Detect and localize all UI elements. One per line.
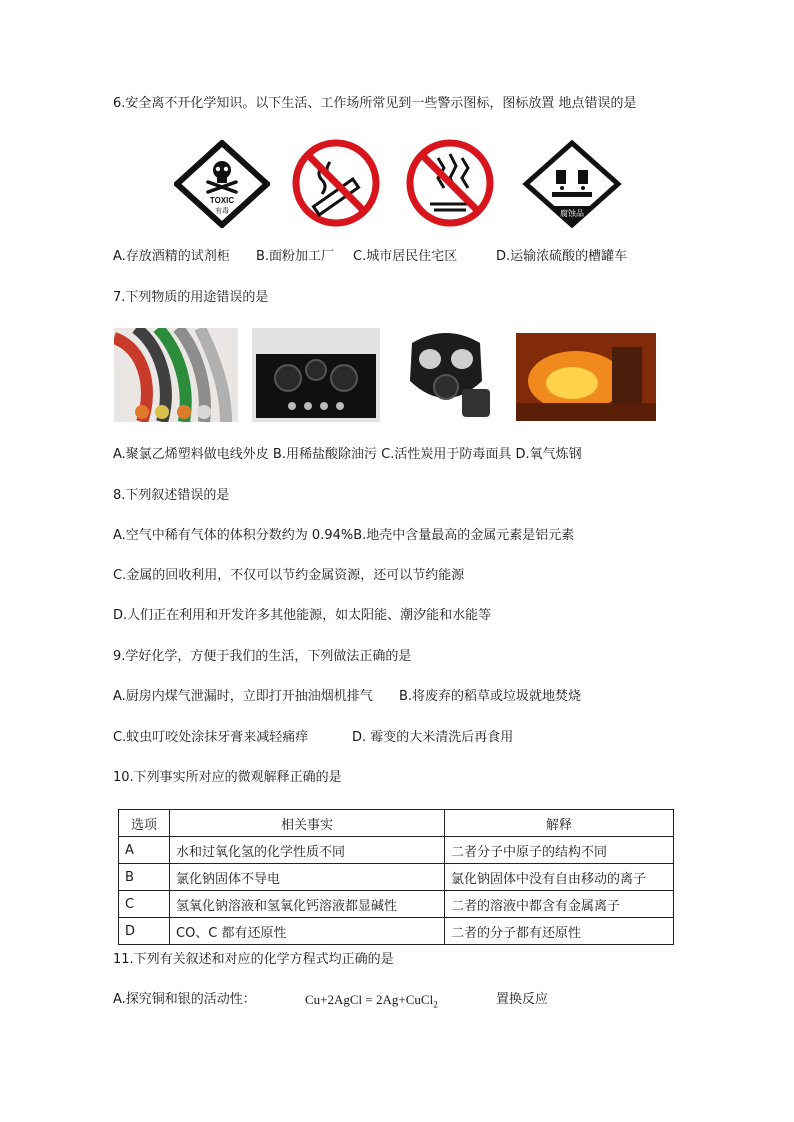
q11-reaction-type: 置换反应: [496, 992, 549, 1007]
cables-photo: [114, 328, 238, 422]
table-cell: 二者分子中原子的结构不同: [445, 837, 674, 864]
q9-option-c: C.蚊虫叮咬处涂抹牙膏来减轻痛痒: [113, 730, 309, 745]
table-cell: B: [119, 864, 170, 891]
gas-mask-photo: [392, 325, 500, 425]
q10-stem: 10.下列事实所对应的微观解释正确的是: [113, 770, 342, 785]
table-row: [119, 891, 674, 918]
q9-stem: 9.学好化学，方便于我们的生活，下列做法正确的是: [113, 649, 412, 664]
q9-option-d: D. 霉变的大米清洗后再食用: [352, 730, 514, 745]
table-row: [119, 837, 674, 864]
corrosive-sign-icon: [522, 140, 622, 228]
table-header-row: [119, 810, 674, 837]
steelmaking-photo: [516, 333, 656, 421]
no-smoking-sign-icon: [290, 138, 382, 228]
q8-option-ab: A.空气中稀有气体的体积分数约为 0.94%B.地壳中含量最高的金属元素是铝元素: [113, 528, 575, 543]
q6-stem: 6.安全离不开化学知识。以下生活、工作场所常见到一些警示图标，图标放置 地点错误的是: [113, 96, 637, 111]
q11-stem: 11.下列有关叙述和对应的化学方程式均正确的是: [113, 952, 394, 967]
table-header-cell: 解释: [445, 810, 674, 837]
table-header-cell: 相关事实: [170, 810, 445, 837]
equation-text: Cu+2AgCl = 2Ag+CuCl: [305, 992, 434, 1007]
q6-option-c: C.城市居民住宅区: [353, 249, 458, 264]
q6-option-b: B.面粉加工厂: [256, 249, 335, 264]
table-cell: 氢氧化钠溶液和氢氧化钙溶液都显碱性: [170, 891, 445, 918]
q9-option-a: A.厨房内煤气泄漏时，立即打开抽油烟机排气: [113, 689, 373, 704]
table-row: [119, 864, 674, 891]
q8-option-d: D.人们正在利用和开发许多其他能源，如太阳能、潮汐能和水能等: [113, 608, 492, 623]
q6-option-d: D.运输浓硫酸的槽罐车: [496, 249, 628, 264]
q8-option-c: C.金属的回收利用，不仅可以节约金属资源，还可以节约能源: [113, 568, 465, 583]
q6-option-a: A.存放酒精的试剂柜: [113, 249, 230, 264]
q11-option-a-label: A.探究铜和银的活动性：: [113, 992, 256, 1007]
q10-table: [118, 809, 674, 945]
q7-stem: 7.下列物质的用途错误的是: [113, 290, 269, 305]
toxic-sign-icon: [174, 140, 270, 228]
table-cell: A: [119, 837, 170, 864]
table-cell: 二者的溶液中都含有金属离子: [445, 891, 674, 918]
q11-equation: [305, 991, 438, 1014]
toxic-label-en: TOXIC: [209, 196, 235, 205]
toxic-label-cn: 有毒: [215, 207, 229, 215]
table-row: [119, 918, 674, 945]
table-cell: C: [119, 891, 170, 918]
table-cell: D: [119, 918, 170, 945]
table-cell: 氯化钠固体中没有自由移动的离子: [445, 864, 674, 891]
table-cell: 氯化钠固体不导电: [170, 864, 445, 891]
corrosive-label-cn: 腐蚀品: [560, 209, 584, 218]
table-header-cell: 选项: [119, 810, 170, 837]
no-burning-sign-icon: [402, 138, 498, 228]
table-cell: 水和过氧化氢的化学性质不同: [170, 837, 445, 864]
table-cell: CO、C 都有还原性: [170, 918, 445, 945]
gas-stove-photo: [252, 328, 380, 422]
table-cell: 二者的分子都有还原性: [445, 918, 674, 945]
q8-stem: 8.下列叙述错误的是: [113, 488, 230, 503]
q7-options: A.聚氯乙烯塑料做电线外皮 B.用稀盐酸除油污 C.活性炭用于防毒面具 D.氧气炼钢: [113, 447, 582, 462]
q9-option-b: B.将废弃的稻草或垃圾就地焚烧: [399, 689, 582, 704]
equation-subscript: 2: [433, 999, 438, 1010]
